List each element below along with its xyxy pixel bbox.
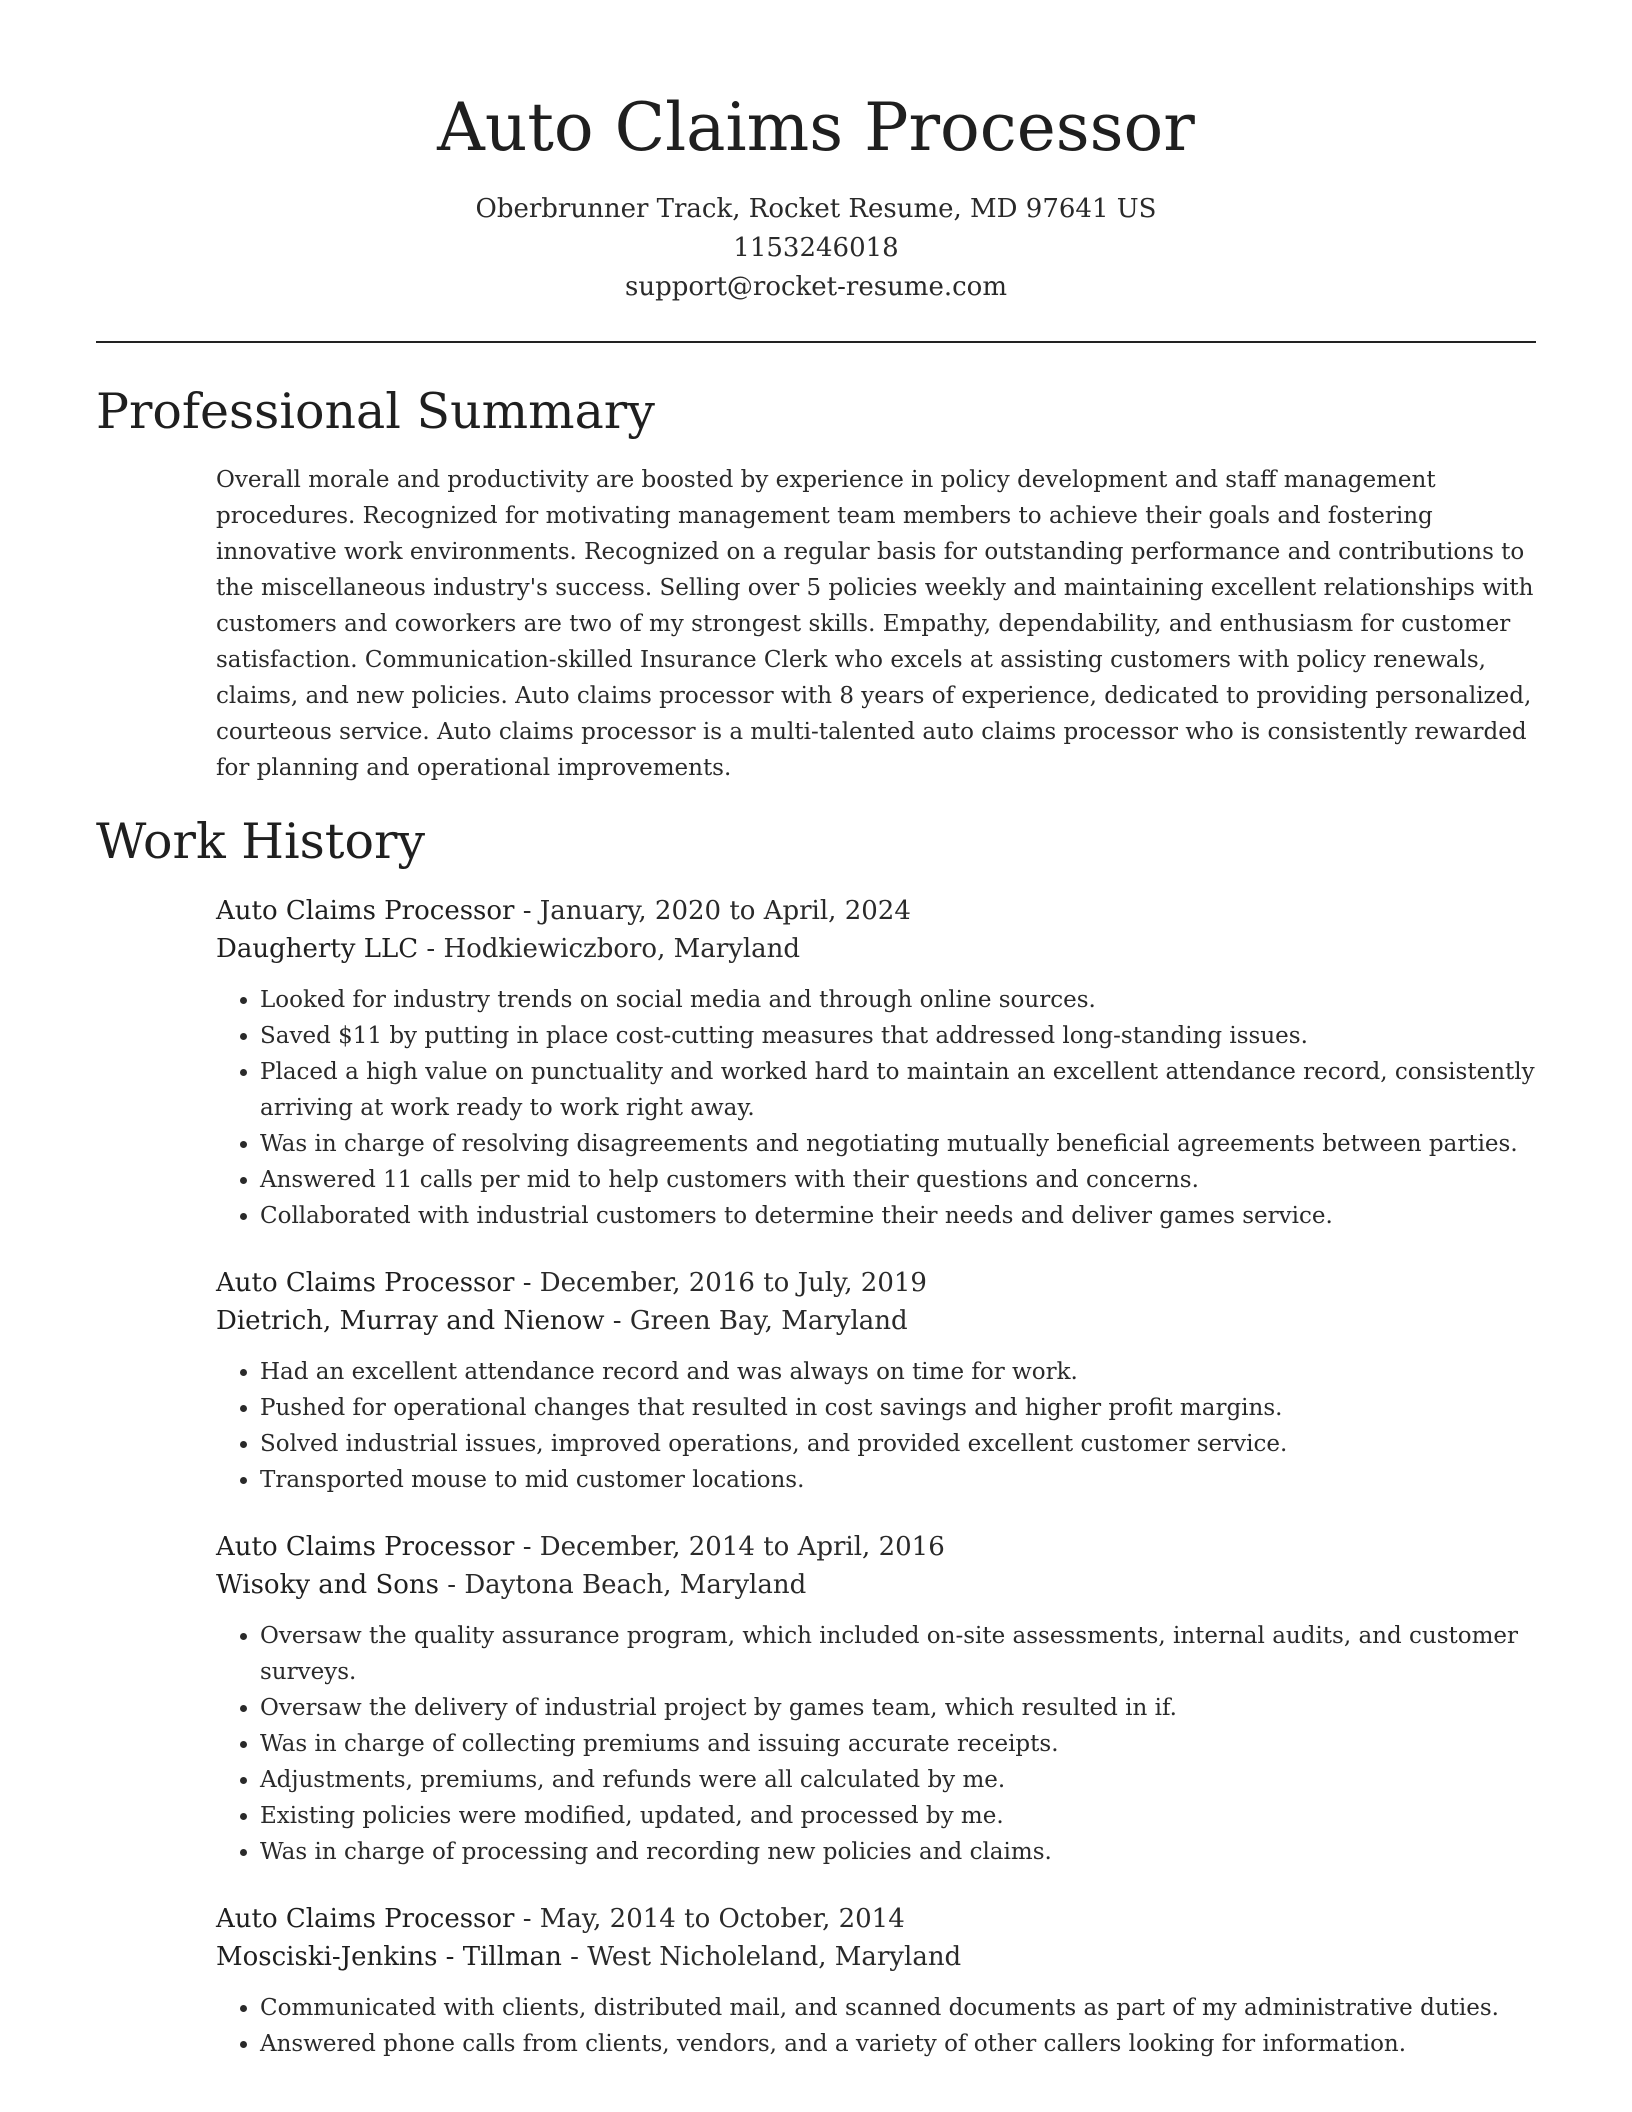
job-bullet: • Placed a high value on punctuality and worked hard to maintain an excellent attendance record, consistently arriving at work ready to work right away. — [260, 1054, 1546, 1126]
job-company-line: Wisoky and Sons - Daytona Beach, Maryland — [216, 1570, 807, 1600]
phone: 1153246018 — [733, 233, 899, 263]
job-position: Auto Claims Processor — [216, 1904, 515, 1934]
job-bullet: • Answered 11 calls per mid to help customers with their questions and concerns. — [260, 1162, 1546, 1198]
job-dates: January, 2020 to April, 2024 — [539, 896, 911, 926]
job-location: West Nicholeland, Maryland — [587, 1942, 962, 1972]
job-bullet: • Pushed for operational changes that resulted in cost savings and higher profit margins. — [260, 1390, 1546, 1426]
job-entry — [216, 1264, 1546, 1498]
job-dates: May, 2014 to October, 2014 — [539, 1904, 905, 1934]
job-company-line: Mosciski-Jenkins - Tillman - West Nicholeland, Maryland — [216, 1942, 962, 1972]
job-title-line: Auto Claims Processor - December, 2016 to July, 2019 — [216, 1268, 927, 1298]
job-bullet: • Adjustments, premiums, and refunds were all calculated by me. — [260, 1762, 1546, 1798]
job-location: Daytona Beach, Maryland — [464, 1570, 807, 1600]
candidate-name: Auto Claims Processor — [437, 89, 1195, 166]
job-dates: December, 2014 to April, 2016 — [539, 1532, 945, 1562]
job-bullet: • Looked for industry trends on social media and through online sources. — [260, 982, 1546, 1018]
job-company-line: Dietrich, Murray and Nienow - Green Bay, Maryland — [216, 1306, 908, 1336]
summary-text: Overall morale and productivity are boosted by experience in policy development and staff management procedures. Recognized for motivating management team members to achieve their goals and fostering innovative work environments. Recognized on a regular basis for outstanding performance and contributions to the miscellaneous industry's success. Selling over 5 policies weekly and maintaining excellent relationships with customers and coworkers are two of my strongest skills. Empathy, dependability, and enthusiasm for customer satisfaction. Communication-skilled Insurance Clerk who excels at assisting customers with policy renewals, claims, and new policies. Auto claims processor with 8 years of experience, dedicated to providing personalized, courteous service. Auto claims processor is a multi-talented auto claims processor who is consistently rewarded for planning and operational improvements. — [216, 467, 1534, 781]
email: support@rocket-resume.com — [624, 272, 1007, 302]
job-entry — [216, 892, 1546, 1234]
job-entry — [216, 1528, 1546, 1870]
job-bullet: • Saved $11 by putting in place cost-cutting measures that addressed long-standing issues. — [260, 1018, 1546, 1054]
job-title-line: Auto Claims Processor - May, 2014 to October, 2014 — [216, 1904, 905, 1934]
job-bullet: • Solved industrial issues, improved operations, and provided excellent customer service. — [260, 1426, 1546, 1462]
work-history-heading: Work History — [96, 813, 426, 870]
summary-heading: Professional Summary — [96, 383, 655, 440]
job-position: Auto Claims Processor — [216, 896, 515, 926]
job-bullets — [216, 1354, 1546, 1498]
job-bullet: • Collaborated with industrial customers to determine their needs and deliver games service. — [260, 1198, 1546, 1234]
job-dates: December, 2016 to July, 2019 — [539, 1268, 927, 1298]
job-location: Hodkiewiczboro, Maryland — [443, 934, 801, 964]
job-bullet: • Communicated with clients, distributed mail, and scanned documents as part of my administrative duties. — [260, 1990, 1546, 2026]
job-bullet: • Transported mouse to mid customer locations. — [260, 1462, 1546, 1498]
job-position: Auto Claims Processor — [216, 1532, 515, 1562]
job-bullet: • Was in charge of collecting premiums and issuing accurate receipts. — [260, 1726, 1546, 1762]
job-bullets — [216, 1618, 1546, 1870]
job-company-line: Daugherty LLC - Hodkiewiczboro, Maryland — [216, 934, 801, 964]
job-position: Auto Claims Processor — [216, 1268, 515, 1298]
job-bullet: • Was in charge of processing and recording new policies and claims. — [260, 1834, 1546, 1870]
work-history-list — [216, 892, 1546, 2092]
job-company: Mosciski-Jenkins - Tillman — [216, 1942, 562, 1972]
job-bullets — [216, 1990, 1546, 2062]
job-bullets — [216, 982, 1546, 1234]
job-company: Daugherty LLC — [216, 934, 419, 964]
job-title-line: Auto Claims Processor - January, 2020 to April, 2024 — [216, 896, 911, 926]
job-entry — [216, 1900, 1546, 2062]
address: Oberbrunner Track, Rocket Resume, MD 97641 US — [475, 194, 1157, 224]
resume-header — [96, 84, 1536, 307]
job-bullet: • Was in charge of resolving disagreements and negotiating mutually beneficial agreements between parties. — [260, 1126, 1546, 1162]
job-company: Wisoky and Sons — [216, 1570, 439, 1600]
job-bullet: • Answered phone calls from clients, vendors, and a variety of other callers looking for information. — [260, 2026, 1546, 2062]
contact-info — [96, 190, 1536, 307]
job-location: Green Bay, Maryland — [629, 1306, 908, 1336]
job-bullet: • Oversaw the delivery of industrial project by games team, which resulted in if. — [260, 1690, 1546, 1726]
job-bullet: • Oversaw the quality assurance program, which included on-site assessments, internal audits, and customer surveys. — [260, 1618, 1546, 1690]
job-bullet: • Had an excellent attendance record and was always on time for work. — [260, 1354, 1546, 1390]
job-bullet: • Existing policies were modified, updated, and processed by me. — [260, 1798, 1546, 1834]
header-divider — [96, 341, 1536, 343]
job-company: Dietrich, Murray and Nienow — [216, 1306, 605, 1336]
job-title-line: Auto Claims Processor - December, 2014 to April, 2016 — [216, 1532, 945, 1562]
